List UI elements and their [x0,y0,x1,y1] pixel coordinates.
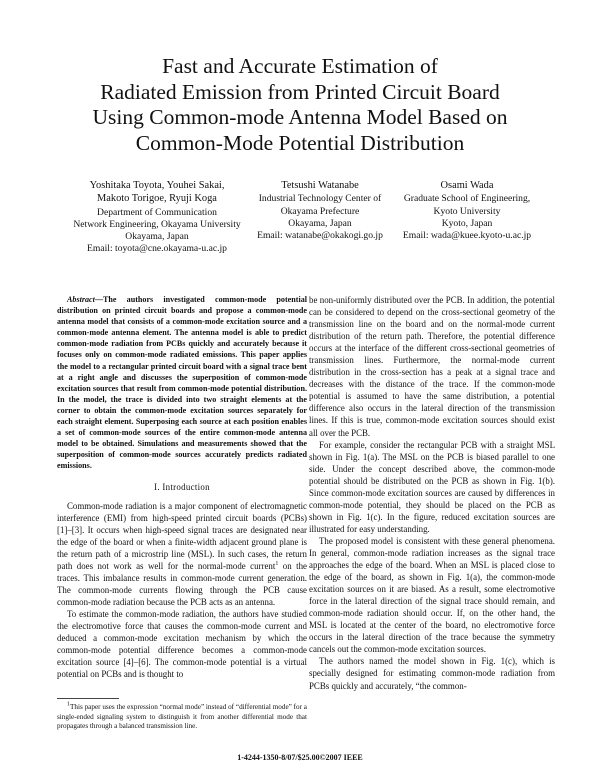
paragraph: For example, consider the rectangular PCB with a straight MSL shown in Fig. 1(a). The MSL on the PCB is biased parallel to one side. Under the concept described above, the common-mode potential should be distributed on the PCB as shown in Fig. 1(b). Since common-mode excitation sources are caused by differences in common-mode potential, they should be placed on the PCB as shown in Fig. 1(c). In the figure, reduced excitation sources are illustrated for easy understanding. [309,439,555,534]
author-names: Yoshitaka Toyota, Youhei Sakai, [89,180,225,191]
author-affiliation: Network Engineering, Okayama University [73,218,241,230]
author-affiliation: Kyoto, Japan [441,217,493,229]
author-affiliation: Department of Communication [97,206,217,218]
paragraph-text: on the traces. This imbalance results in common-mode current generation. The common-mode currents flowing through the PCB cause common-mode radiation because the PCB acts as an antenna. [57,560,308,607]
author-names: Osami Wada [440,180,494,191]
author-affiliation: Graduate School of Engineering, [403,193,531,205]
paragraph: The proposed model is consistent with these general phenomena. In general, common-mode radiation increases as the signal trace approaches the edge of the board. When an MSL is placed close to the edge of the board, as shown in Fig. 1(a), the common-mode excitation sources on it are biased. As a result, some electromotive force in the lateral direction of the signal trace should remain, and common-mode radiation should occur. If, on the other hand, the MSL is located at the center of the board, no electromotive force occurs in the lateral direction of the trace because the symmetry cancels out the common-mode excitation sources. [309,535,555,655]
author-block-toyota [62,180,252,256]
author-affiliation: Okayama Prefecture [280,205,360,217]
author-block-watanabe [250,180,390,242]
author-affiliation: Kyoto University [433,205,501,217]
title-line: Using Common-mode Antenna Model Based on [92,105,508,129]
paragraph: be non-uniformly distributed over the PCB. In addition, the potential can be considered to depend on the cross-sectional geometry of the transmission line on the board and on the normal-mode current distribution of the return path. Therefore, the potential difference occurs at the interface of the different cross-sectional geometries of transmission lines. Furthermore, the normal-mode current distribution in the cross-section has a peak at a signal trace and decreases with the distance of the trace. If the common-mode potential is assumed to have the same distribution, a potential difference also occurs in the lateral direction of the transmission lines. If this is true, common-mode excitation sources should exist all over the PCB. [309,295,555,438]
paper-title [40,54,560,156]
author-affiliation: Okayama, Japan [125,231,189,243]
footnote-text: This paper uses the expression “normal mode” instead of “differential mode” for a single-ended signaling system to distinguish it from another differential mode that propagates through a balanced transmission line. [57,703,307,731]
author-names: Tetsushi Watanabe [281,180,359,191]
footnote-divider [57,698,119,699]
paragraph: The authors named the model shown in Fig. 1(c), which is specially designed for estimating common-mode radiation from PCBs quickly and accurately, “the common- [309,656,555,691]
author-email: Email: watanabe@okakogi.go.jp [257,230,383,242]
author-block-wada [392,180,542,242]
author-email: Email: toyota@cne.okayama-u.ac.jp [87,243,227,255]
copyright-footer: 1-4244-1350-8/07/$25.00©2007 IEEE [237,753,363,762]
abstract [57,294,307,472]
author-affiliation: Okayama, Japan [288,217,352,229]
author-email: Email: wada@kuee.kyoto-u.ac.jp [402,230,532,242]
left-column [57,294,307,731]
title-line: Common-Mode Potential Distribution [135,130,465,155]
section-heading-introduction: I. Introduction [154,481,210,492]
title-line: Radiated Emission from Printed Circuit Board [100,79,500,104]
footnote-mark: 1 [275,560,279,567]
author-names: Makoto Torigoe, Ryuji Koga [97,193,217,205]
author-affiliation: Industrial Technology Center of [258,193,382,205]
abstract-label: Abstract [67,295,95,304]
abstract-text: —The authors investigated common-mode potential distribution on printed circuit boards and propose a common-mode antenna model that consists of a common-mode excitation source and a common-mode antenna element. The antenna model is able to predict common-mode radiation from PCBs quickly and accurately because it focuses only on common-mode radiated emissions. This paper applies the model to a rectangular printed circuit board with a signal trace bent at a right angle and discusses the superposition of common-mode excitation sources that result from common-mode potential distribution. In the model, the trace is divided into two straight elements at the corner to obtain the common-mode excitation sources separately for each straight element. Superposing each source at each position enables a set of common-mode sources of the entire common-mode antenna model to be obtained. Simulations and measurements showed that the superposition of common-mode sources accurately predicts radiated emissions. [57,295,307,471]
title-line: Fast and Accurate Estimation of [162,54,438,78]
footnote [57,703,307,731]
right-column [309,294,555,692]
paragraph-text: Common-mode radiation is a major component of electromagnetic interference (EMI) from high-speed printed circuit boards (PCBs) [1]–[3]. It occurs when high-speed signal traces are designated near the edge of the board or when a finite-width adjacent ground plane is the return path of a microstrip line (MSL). In such cases, the return path does not work as well for the normal-mode current [57,500,307,571]
footnote-mark: 1 [67,701,70,708]
paragraph: To estimate the common-mode radiation, the authors have studied the electromotive force that causes the common-mode current and deduced a common-mode excitation mechanism by which the common-mode potential difference becomes a common-mode excitation source [4]–[6]. The common-mode potential is a virtual potential on PCBs and is thought to [57,608,307,680]
paragraph [57,500,307,608]
